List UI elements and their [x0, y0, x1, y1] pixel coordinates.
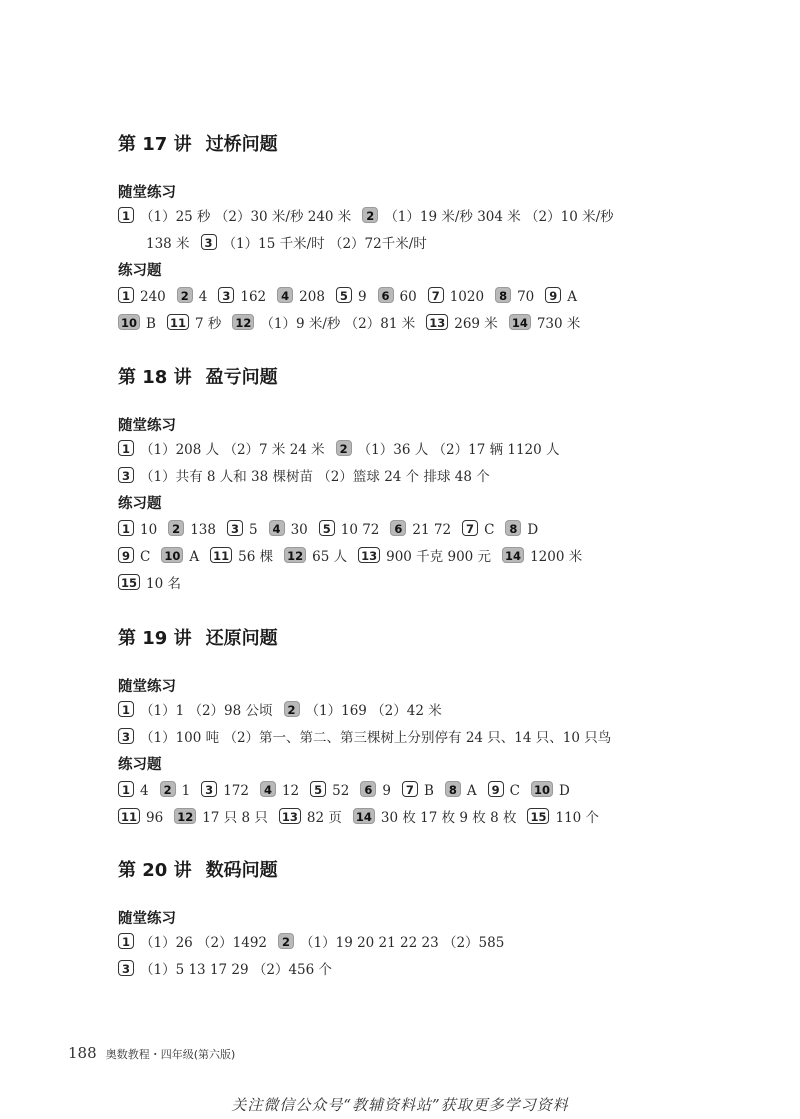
answer-item: [362, 207, 613, 227]
answer-item: [378, 287, 417, 307]
answer-text: 30 枚 17 枚 9 枚 8 枚: [380, 810, 517, 826]
question-number-badge: 3: [201, 781, 217, 797]
answer-line: [118, 287, 588, 307]
question-number-badge: 2: [160, 781, 176, 797]
question-number-badge: 14: [502, 547, 524, 563]
answer-text: （1）19 米/秒 304 米 （2）10 米/秒: [384, 209, 614, 225]
question-number-badge: 10: [161, 547, 183, 563]
answer-item: [495, 287, 534, 307]
question-number-badge: 11: [210, 547, 232, 563]
lecture-number: 第 19 讲: [118, 628, 192, 649]
answer-item: [277, 287, 325, 307]
answer-line: [118, 808, 610, 828]
answer-line: [118, 781, 581, 801]
exercise-heading: 练习题: [118, 757, 162, 773]
answer-text: 4: [140, 783, 149, 799]
exercise-heading: 练习题: [118, 263, 162, 279]
answer-line: [118, 728, 622, 748]
answer-text: （1）1 （2）98 公顷: [140, 703, 273, 719]
answer-text: 82 页: [306, 810, 342, 826]
question-number-badge: 5: [310, 781, 326, 797]
answer-text: C: [140, 549, 151, 565]
answer-item: [174, 808, 268, 828]
answer-text: 30: [290, 522, 308, 538]
answer-line: [118, 701, 453, 721]
answer-text: （1）100 吨 （2）第一、第二、第三棵树上分别停有 24 只、14 只、10 只鸟: [140, 730, 612, 746]
answer-item: [505, 520, 538, 540]
answer-item: [284, 701, 442, 721]
question-number-badge: 3: [227, 520, 243, 536]
answer-text: 269 米: [454, 316, 498, 332]
answer-text: 4: [198, 289, 208, 305]
answer-item: [428, 287, 484, 307]
answer-item: [161, 547, 199, 567]
question-number-badge: 2: [177, 287, 193, 303]
page-number: 188: [68, 1044, 97, 1062]
question-number-badge: 4: [269, 520, 285, 536]
answer-item: [167, 314, 221, 334]
answer-item: [353, 808, 517, 828]
answer-text: 162: [240, 289, 267, 305]
answer-item: [279, 808, 342, 828]
answer-item: [118, 520, 157, 540]
question-number-badge: 1: [118, 207, 134, 223]
question-number-badge: 9: [545, 287, 561, 303]
lecture-number: 第 18 讲: [118, 367, 192, 388]
answer-text: （1）25 秒 （2）30 米/秒 240 米: [140, 209, 352, 225]
answer-item: [118, 547, 150, 567]
answer-text: （1）共有 8 人和 38 棵树苗 （2）篮球 24 个 排球 48 个: [140, 469, 490, 485]
answer-item: [118, 960, 332, 980]
question-number-badge: 1: [118, 440, 134, 456]
answer-text: A: [567, 289, 578, 305]
answer-text: （1）5 13 17 29 （2）456 个: [140, 962, 333, 978]
answer-item: [160, 781, 191, 801]
answer-text: 9: [357, 289, 367, 305]
answer-item: [118, 207, 351, 227]
question-number-badge: 2: [362, 207, 378, 223]
answer-item: [509, 314, 581, 334]
answer-text: 56 棵: [238, 549, 274, 565]
answer-item: [488, 781, 520, 801]
answer-line: [118, 520, 549, 540]
question-number-badge: 2: [168, 520, 184, 536]
answer-item: [390, 520, 451, 540]
answer-line: [118, 467, 501, 487]
answer-line: [118, 440, 571, 460]
answer-item: [278, 933, 504, 953]
question-number-badge: 8: [505, 520, 521, 536]
question-number-badge: 3: [118, 728, 134, 744]
answer-text: 172: [223, 783, 249, 799]
answer-text: 5: [248, 522, 258, 538]
question-number-badge: 12: [232, 314, 254, 330]
answer-text: D: [527, 522, 539, 538]
answer-text: 1020: [449, 289, 485, 305]
question-number-badge: 4: [277, 287, 293, 303]
answer-line: [118, 547, 593, 567]
answer-text: 138: [190, 522, 216, 538]
book-title: 奥数教程・四年级(第六版): [105, 1048, 236, 1061]
lecture-title: [118, 130, 278, 156]
question-number-badge: 1: [118, 287, 134, 303]
answer-item: [426, 314, 498, 334]
question-number-badge: 12: [174, 808, 196, 824]
question-number-badge: 3: [118, 467, 134, 483]
lecture-title: [118, 856, 278, 882]
question-number-badge: 7: [428, 287, 444, 303]
answer-item: [531, 781, 570, 801]
question-number-badge: 1: [118, 933, 134, 949]
answer-text: 70: [517, 289, 535, 305]
question-number-badge: 13: [358, 547, 380, 563]
answer-text: A: [189, 549, 200, 565]
answer-item: [201, 781, 249, 801]
answer-text: B: [423, 783, 434, 799]
answer-text: （1）208 人 （2）7 米 24 米: [140, 442, 325, 458]
answer-text: 730 米: [536, 316, 581, 332]
question-number-badge: 2: [336, 440, 352, 456]
answer-text: 17 只 8 只: [202, 810, 268, 826]
answer-item: [118, 314, 156, 334]
answer-text: 1: [181, 783, 191, 799]
answer-text: 138 米: [146, 236, 190, 252]
answer-item: [201, 234, 427, 254]
answer-text: B: [146, 316, 156, 332]
answer-item: [146, 234, 190, 254]
answer-line: [146, 234, 438, 254]
question-number-badge: 1: [118, 520, 134, 536]
question-number-badge: 1: [118, 781, 134, 797]
answer-text: C: [484, 522, 495, 538]
answer-text: D: [558, 783, 570, 799]
answer-item: [310, 781, 349, 801]
answer-text: 10 72: [340, 522, 380, 538]
answer-text: 9: [382, 783, 391, 799]
answer-item: [218, 287, 266, 307]
question-number-badge: 11: [167, 314, 189, 330]
answer-item: [319, 520, 380, 540]
question-number-badge: 10: [118, 314, 140, 330]
answer-item: [118, 781, 149, 801]
answer-text: 900 千克 900 元: [386, 549, 492, 565]
answer-item: [118, 701, 273, 721]
answer-text: 1200 米: [530, 549, 583, 565]
answer-line: [118, 933, 515, 953]
question-number-badge: 2: [284, 701, 300, 717]
question-number-badge: 5: [336, 287, 352, 303]
answer-item: [118, 728, 611, 748]
answer-line: [118, 960, 343, 980]
question-number-badge: 15: [527, 808, 549, 824]
answer-line: [118, 207, 625, 227]
lecture-topic: 过桥问题: [205, 134, 278, 155]
question-number-badge: 2: [278, 933, 294, 949]
question-number-badge: 6: [378, 287, 394, 303]
lecture-title: [118, 363, 278, 389]
answer-text: （1）15 千米/时 （2）72千米/时: [222, 236, 427, 252]
answer-text: （1）19 20 21 22 23 （2）585: [300, 935, 505, 951]
answer-text: 110 个: [555, 810, 600, 826]
answer-item: [260, 781, 299, 801]
answer-item: [527, 808, 599, 828]
answer-item: [118, 933, 267, 953]
answer-text: A: [466, 783, 477, 799]
answer-text: C: [509, 783, 520, 799]
answer-text: 12: [281, 783, 300, 799]
answer-text: （1）26 （2）1492: [140, 935, 268, 951]
question-number-badge: 3: [201, 234, 217, 250]
watermark-text: 关注微信公众号“教辅资料站”获取更多学习资料: [231, 1096, 569, 1114]
question-number-badge: 3: [118, 960, 134, 976]
exercise-heading: 练习题: [118, 496, 162, 512]
answer-text: 65 人: [312, 549, 348, 565]
question-number-badge: 14: [509, 314, 531, 330]
question-number-badge: 6: [360, 781, 376, 797]
question-number-badge: 7: [402, 781, 418, 797]
answer-text: 10: [140, 522, 158, 538]
question-number-badge: 10: [531, 781, 553, 797]
page-footer: [68, 1043, 235, 1062]
practice-heading: 随堂练习: [118, 911, 176, 927]
question-number-badge: 15: [118, 574, 140, 590]
practice-heading: 随堂练习: [118, 679, 176, 695]
answer-item: [269, 520, 308, 540]
question-number-badge: 7: [462, 520, 478, 536]
question-number-badge: 12: [284, 547, 306, 563]
answer-item: [462, 520, 494, 540]
answer-item: [227, 520, 258, 540]
answer-text: 10 名: [146, 576, 181, 592]
question-number-badge: 8: [445, 781, 461, 797]
answer-item: [118, 808, 163, 828]
question-number-badge: 3: [218, 287, 234, 303]
answer-line: [118, 574, 192, 594]
answer-text: 60: [399, 289, 417, 305]
answer-item: [360, 781, 391, 801]
question-number-badge: 8: [495, 287, 511, 303]
answer-line: [118, 314, 591, 334]
answer-item: [118, 287, 166, 307]
question-number-badge: 9: [118, 547, 134, 563]
answer-item: [168, 520, 216, 540]
answer-item: [336, 440, 560, 460]
answer-text: 208: [299, 289, 325, 305]
lecture-title: [118, 624, 278, 650]
answer-text: 21 72: [412, 522, 452, 538]
lecture-topic: 盈亏问题: [205, 367, 278, 388]
practice-heading: 随堂练习: [118, 418, 176, 434]
answer-item: [284, 547, 347, 567]
practice-heading: 随堂练习: [118, 185, 176, 201]
answer-text: 240: [140, 289, 166, 305]
lecture-topic: 还原问题: [205, 628, 278, 649]
answer-text: （1）9 米/秒 （2）81 米: [260, 316, 416, 332]
question-number-badge: 13: [279, 808, 301, 824]
question-number-badge: 6: [390, 520, 406, 536]
answer-item: [445, 781, 477, 801]
lecture-topic: 数码问题: [205, 860, 278, 881]
answer-item: [210, 547, 273, 567]
answer-item: [177, 287, 208, 307]
answer-item: [358, 547, 491, 567]
answer-text: （1）169 （2）42 米: [305, 703, 442, 719]
answer-item: [118, 440, 325, 460]
question-number-badge: 1: [118, 701, 134, 717]
lecture-number: 第 20 讲: [118, 860, 192, 881]
answer-item: [402, 781, 434, 801]
answer-text: （1）36 人 （2）17 辆 1120 人: [357, 442, 560, 458]
answer-text: 7 秒: [194, 316, 222, 332]
answer-item: [545, 287, 577, 307]
question-number-badge: 9: [488, 781, 504, 797]
answer-item: [336, 287, 367, 307]
answer-text: 52: [332, 783, 350, 799]
question-number-badge: 14: [353, 808, 375, 824]
answer-item: [502, 547, 582, 567]
question-number-badge: 5: [319, 520, 335, 536]
lecture-number: 第 17 讲: [118, 134, 192, 155]
question-number-badge: 4: [260, 781, 276, 797]
question-number-badge: 11: [118, 808, 140, 824]
question-number-badge: 13: [426, 314, 448, 330]
answer-item: [118, 467, 490, 487]
answer-item: [118, 574, 181, 594]
answer-text: 96: [146, 810, 164, 826]
answer-item: [232, 314, 415, 334]
